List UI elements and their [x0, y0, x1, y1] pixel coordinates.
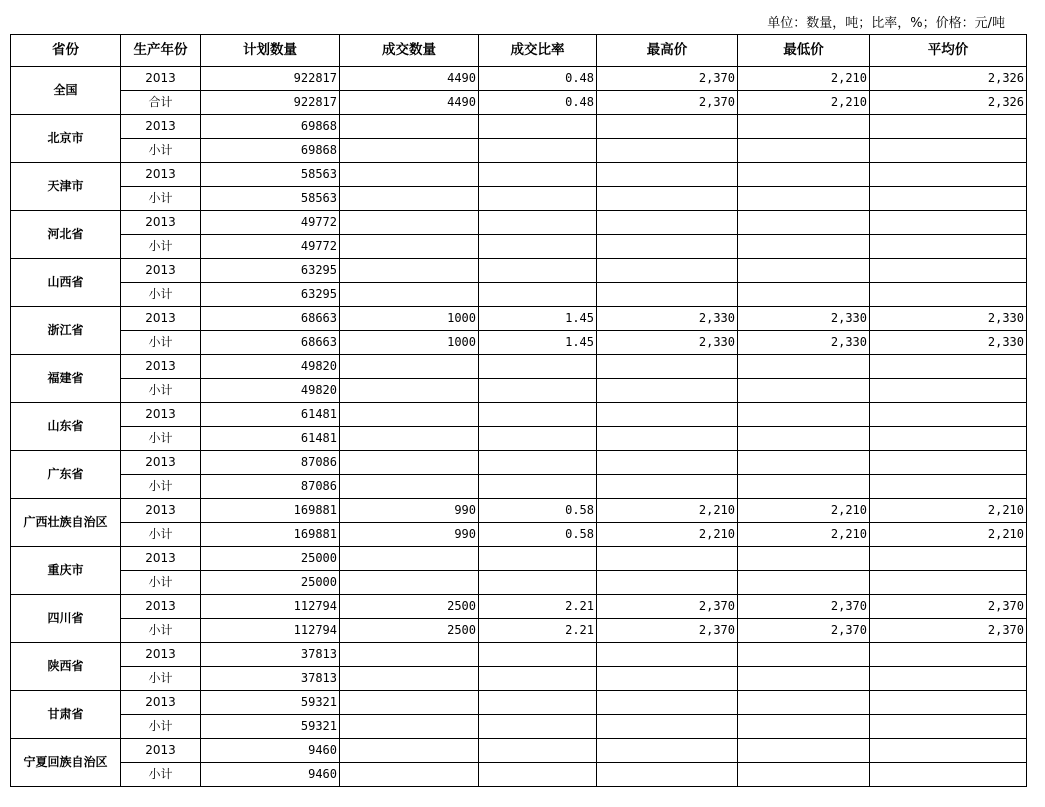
year-cell: 小计	[121, 283, 201, 307]
year-cell: 小计	[121, 187, 201, 211]
value-cell	[870, 571, 1027, 595]
header-year: 生产年份	[121, 35, 201, 67]
year-cell: 2013	[121, 211, 201, 235]
year-cell: 合计	[121, 91, 201, 115]
value-cell	[340, 667, 479, 691]
value-cell	[597, 259, 738, 283]
value-cell: 63295	[201, 259, 340, 283]
header-row	[11, 35, 1027, 67]
value-cell: 59321	[201, 715, 340, 739]
value-cell: 0.58	[479, 523, 597, 547]
value-cell	[340, 451, 479, 475]
value-cell: 922817	[201, 67, 340, 91]
province-cell: 山西省	[11, 259, 121, 307]
value-cell	[479, 715, 597, 739]
value-cell	[738, 427, 870, 451]
year-cell: 小计	[121, 379, 201, 403]
value-cell: 2,330	[738, 307, 870, 331]
year-cell: 2013	[121, 355, 201, 379]
value-cell: 25000	[201, 547, 340, 571]
table-row	[11, 547, 1027, 571]
province-cell: 甘肃省	[11, 691, 121, 739]
year-cell: 2013	[121, 595, 201, 619]
value-cell	[479, 739, 597, 763]
value-cell	[479, 283, 597, 307]
value-cell: 1.45	[479, 307, 597, 331]
value-cell: 2,326	[870, 91, 1027, 115]
value-cell: 2,330	[597, 331, 738, 355]
value-cell: 1000	[340, 331, 479, 355]
value-cell	[340, 259, 479, 283]
year-cell: 2013	[121, 67, 201, 91]
trade-results-table	[10, 34, 1027, 787]
province-cell: 陕西省	[11, 643, 121, 691]
value-cell: 63295	[201, 283, 340, 307]
table-row	[11, 91, 1027, 115]
year-cell: 2013	[121, 547, 201, 571]
value-cell: 2,330	[597, 307, 738, 331]
header-min-price: 最低价	[738, 35, 870, 67]
year-cell: 2013	[121, 451, 201, 475]
table-row	[11, 187, 1027, 211]
value-cell: 87086	[201, 475, 340, 499]
year-cell: 2013	[121, 739, 201, 763]
value-cell	[597, 571, 738, 595]
value-cell	[597, 139, 738, 163]
value-cell	[479, 187, 597, 211]
value-cell	[597, 235, 738, 259]
value-cell	[340, 427, 479, 451]
value-cell: 2,326	[870, 67, 1027, 91]
value-cell	[479, 235, 597, 259]
value-cell: 9460	[201, 763, 340, 787]
value-cell	[597, 283, 738, 307]
value-cell	[597, 427, 738, 451]
year-cell: 2013	[121, 259, 201, 283]
year-cell: 小计	[121, 235, 201, 259]
year-cell: 小计	[121, 331, 201, 355]
value-cell	[870, 259, 1027, 283]
year-cell: 2013	[121, 115, 201, 139]
value-cell	[738, 475, 870, 499]
table-row	[11, 307, 1027, 331]
value-cell	[479, 355, 597, 379]
value-cell	[597, 667, 738, 691]
value-cell	[870, 139, 1027, 163]
value-cell	[479, 475, 597, 499]
value-cell	[870, 163, 1027, 187]
year-cell: 2013	[121, 307, 201, 331]
province-cell: 宁夏回族自治区	[11, 739, 121, 787]
value-cell	[479, 667, 597, 691]
province-cell: 福建省	[11, 355, 121, 403]
value-cell	[738, 571, 870, 595]
value-cell	[597, 547, 738, 571]
value-cell: 49772	[201, 235, 340, 259]
value-cell	[479, 571, 597, 595]
value-cell: 25000	[201, 571, 340, 595]
value-cell: 1000	[340, 307, 479, 331]
value-cell	[597, 715, 738, 739]
value-cell	[597, 187, 738, 211]
value-cell: 2,330	[738, 331, 870, 355]
value-cell	[340, 763, 479, 787]
value-cell	[870, 763, 1027, 787]
value-cell	[479, 547, 597, 571]
value-cell	[479, 691, 597, 715]
value-cell	[870, 451, 1027, 475]
value-cell: 37813	[201, 667, 340, 691]
table-row	[11, 643, 1027, 667]
value-cell: 2,210	[597, 499, 738, 523]
value-cell	[479, 259, 597, 283]
year-cell: 小计	[121, 667, 201, 691]
value-cell: 2,370	[738, 619, 870, 643]
value-cell	[738, 259, 870, 283]
province-cell: 浙江省	[11, 307, 121, 355]
value-cell: 2,370	[597, 67, 738, 91]
value-cell	[870, 739, 1027, 763]
year-cell: 小计	[121, 427, 201, 451]
value-cell: 4490	[340, 67, 479, 91]
year-cell: 小计	[121, 571, 201, 595]
value-cell: 4490	[340, 91, 479, 115]
value-cell	[340, 715, 479, 739]
year-cell: 小计	[121, 139, 201, 163]
value-cell	[738, 403, 870, 427]
value-cell	[479, 451, 597, 475]
value-cell	[597, 691, 738, 715]
value-cell	[340, 163, 479, 187]
value-cell	[870, 643, 1027, 667]
table-row	[11, 571, 1027, 595]
value-cell: 49820	[201, 355, 340, 379]
header-planned-qty: 计划数量	[201, 35, 340, 67]
value-cell	[870, 235, 1027, 259]
value-cell	[479, 427, 597, 451]
value-cell	[870, 379, 1027, 403]
province-cell: 天津市	[11, 163, 121, 211]
year-cell: 2013	[121, 163, 201, 187]
value-cell	[340, 475, 479, 499]
value-cell: 2,370	[870, 619, 1027, 643]
year-cell: 小计	[121, 619, 201, 643]
value-cell: 922817	[201, 91, 340, 115]
province-cell: 北京市	[11, 115, 121, 163]
value-cell	[597, 163, 738, 187]
value-cell: 59321	[201, 691, 340, 715]
value-cell: 68663	[201, 307, 340, 331]
value-cell	[738, 763, 870, 787]
value-cell	[597, 355, 738, 379]
value-cell	[738, 139, 870, 163]
year-cell: 小计	[121, 715, 201, 739]
value-cell	[597, 739, 738, 763]
value-cell: 2,210	[738, 67, 870, 91]
value-cell	[597, 475, 738, 499]
value-cell	[340, 355, 479, 379]
value-cell: 2,210	[738, 523, 870, 547]
value-cell	[340, 403, 479, 427]
value-cell: 169881	[201, 523, 340, 547]
table-row	[11, 451, 1027, 475]
value-cell: 49820	[201, 379, 340, 403]
header-max-price: 最高价	[597, 35, 738, 67]
value-cell	[870, 691, 1027, 715]
province-cell: 四川省	[11, 595, 121, 643]
table-row	[11, 763, 1027, 787]
table-row	[11, 331, 1027, 355]
value-cell	[738, 715, 870, 739]
table-row	[11, 283, 1027, 307]
value-cell	[340, 691, 479, 715]
year-cell: 小计	[121, 523, 201, 547]
province-cell: 重庆市	[11, 547, 121, 595]
value-cell	[479, 379, 597, 403]
table-row	[11, 355, 1027, 379]
value-cell	[870, 355, 1027, 379]
value-cell	[340, 643, 479, 667]
table-row	[11, 595, 1027, 619]
value-cell	[597, 403, 738, 427]
value-cell: 58563	[201, 187, 340, 211]
value-cell: 2,370	[597, 619, 738, 643]
table-row	[11, 211, 1027, 235]
value-cell	[870, 115, 1027, 139]
value-cell: 0.48	[479, 91, 597, 115]
value-cell: 0.58	[479, 499, 597, 523]
value-cell	[479, 115, 597, 139]
value-cell	[870, 211, 1027, 235]
header-avg-price: 平均价	[870, 35, 1027, 67]
table-row	[11, 475, 1027, 499]
province-cell: 广西壮族自治区	[11, 499, 121, 547]
value-cell	[738, 379, 870, 403]
value-cell	[870, 475, 1027, 499]
value-cell: 2,210	[597, 523, 738, 547]
value-cell	[738, 355, 870, 379]
value-cell: 2,210	[738, 499, 870, 523]
value-cell	[738, 547, 870, 571]
value-cell	[870, 187, 1027, 211]
table-row	[11, 667, 1027, 691]
value-cell: 0.48	[479, 67, 597, 91]
year-cell: 2013	[121, 403, 201, 427]
value-cell	[479, 763, 597, 787]
province-cell: 山东省	[11, 403, 121, 451]
value-cell	[738, 187, 870, 211]
value-cell: 2,330	[870, 307, 1027, 331]
value-cell	[870, 403, 1027, 427]
value-cell: 2,210	[870, 523, 1027, 547]
value-cell	[738, 739, 870, 763]
value-cell: 9460	[201, 739, 340, 763]
value-cell	[597, 643, 738, 667]
value-cell	[738, 667, 870, 691]
value-cell	[597, 451, 738, 475]
table-row	[11, 235, 1027, 259]
value-cell: 58563	[201, 163, 340, 187]
value-cell	[870, 667, 1027, 691]
value-cell	[738, 211, 870, 235]
value-cell: 37813	[201, 643, 340, 667]
table-row	[11, 499, 1027, 523]
value-cell	[597, 211, 738, 235]
table-row	[11, 427, 1027, 451]
table-row	[11, 739, 1027, 763]
value-cell	[597, 115, 738, 139]
value-cell	[597, 763, 738, 787]
table-row	[11, 163, 1027, 187]
year-cell: 2013	[121, 499, 201, 523]
value-cell: 87086	[201, 451, 340, 475]
value-cell: 2500	[340, 619, 479, 643]
value-cell: 2,330	[870, 331, 1027, 355]
value-cell	[738, 163, 870, 187]
header-deal-qty: 成交数量	[340, 35, 479, 67]
value-cell: 2,370	[738, 595, 870, 619]
value-cell	[738, 691, 870, 715]
value-cell	[340, 211, 479, 235]
value-cell	[738, 643, 870, 667]
value-cell: 2,210	[738, 91, 870, 115]
year-cell: 小计	[121, 763, 201, 787]
value-cell	[340, 115, 479, 139]
header-deal-ratio: 成交比率	[479, 35, 597, 67]
value-cell	[340, 739, 479, 763]
value-cell	[479, 643, 597, 667]
table-row	[11, 259, 1027, 283]
value-cell	[340, 547, 479, 571]
value-cell	[870, 283, 1027, 307]
table-row	[11, 379, 1027, 403]
table-row	[11, 619, 1027, 643]
value-cell	[340, 139, 479, 163]
table-row	[11, 139, 1027, 163]
value-cell: 112794	[201, 619, 340, 643]
value-cell: 2.21	[479, 619, 597, 643]
value-cell: 2,210	[870, 499, 1027, 523]
value-cell: 61481	[201, 403, 340, 427]
value-cell: 69868	[201, 139, 340, 163]
value-cell	[340, 379, 479, 403]
value-cell: 2,370	[597, 91, 738, 115]
value-cell	[870, 427, 1027, 451]
value-cell	[870, 715, 1027, 739]
value-cell	[738, 283, 870, 307]
table-row	[11, 523, 1027, 547]
value-cell: 2,370	[870, 595, 1027, 619]
table-row	[11, 115, 1027, 139]
value-cell	[738, 115, 870, 139]
value-cell	[340, 235, 479, 259]
value-cell	[340, 187, 479, 211]
value-cell: 1.45	[479, 331, 597, 355]
table-row	[11, 691, 1027, 715]
unit-note: 单位：数量，吨；比率，%；价格：元/吨	[767, 16, 1005, 31]
value-cell	[340, 571, 479, 595]
province-cell: 广东省	[11, 451, 121, 499]
value-cell: 49772	[201, 211, 340, 235]
value-cell: 2,370	[597, 595, 738, 619]
value-cell: 69868	[201, 115, 340, 139]
value-cell	[597, 379, 738, 403]
value-cell: 990	[340, 499, 479, 523]
year-cell: 小计	[121, 475, 201, 499]
value-cell	[479, 163, 597, 187]
value-cell: 2.21	[479, 595, 597, 619]
value-cell: 68663	[201, 331, 340, 355]
header-province: 省份	[11, 35, 121, 67]
value-cell	[870, 547, 1027, 571]
value-cell	[479, 139, 597, 163]
province-cell: 全国	[11, 67, 121, 115]
table-row	[11, 715, 1027, 739]
value-cell	[340, 283, 479, 307]
value-cell	[479, 403, 597, 427]
value-cell: 112794	[201, 595, 340, 619]
table-row	[11, 403, 1027, 427]
value-cell: 61481	[201, 427, 340, 451]
year-cell: 2013	[121, 643, 201, 667]
value-cell	[479, 211, 597, 235]
value-cell: 169881	[201, 499, 340, 523]
value-cell: 990	[340, 523, 479, 547]
province-cell: 河北省	[11, 211, 121, 259]
value-cell: 2500	[340, 595, 479, 619]
value-cell	[738, 235, 870, 259]
table-row	[11, 67, 1027, 91]
year-cell: 2013	[121, 691, 201, 715]
value-cell	[738, 451, 870, 475]
